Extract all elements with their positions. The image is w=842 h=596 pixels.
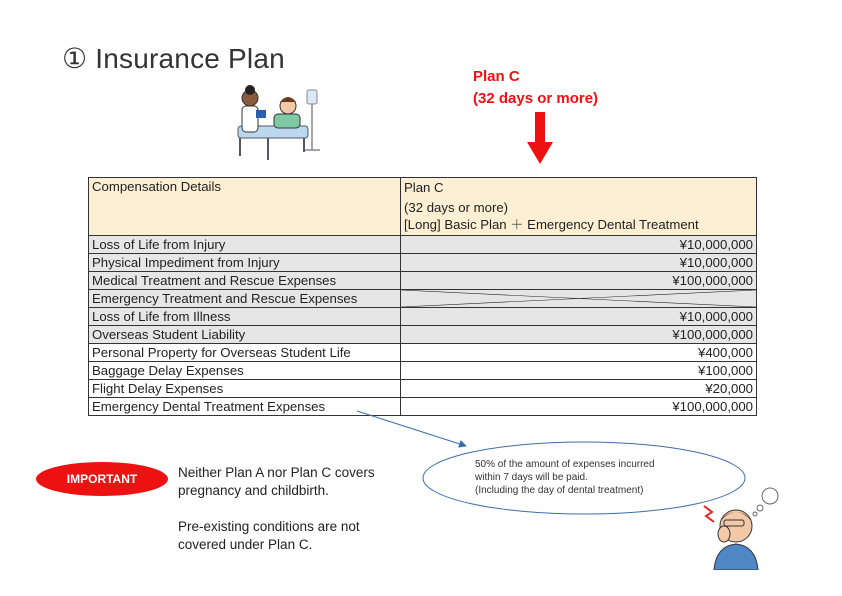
row-value: ¥10,000,000: [401, 308, 757, 326]
table-row: [89, 362, 757, 380]
header-plan-c-line1: Plan C: [404, 180, 444, 195]
table-row: [89, 308, 757, 326]
header-compensation-details: Compensation Details: [89, 178, 401, 236]
row-value: ¥100,000,000: [401, 398, 757, 416]
cross-out-mark: [401, 290, 756, 307]
pregnancy-note: [178, 464, 375, 500]
page-title: ① Insurance Plan: [62, 43, 285, 74]
row-label: Medical Treatment and Rescue Expenses: [89, 272, 401, 290]
row-value: ¥20,000: [401, 380, 757, 398]
plan-c-label-line2: (32 days or more): [473, 90, 599, 107]
plan-c-label-line1: Plan C: [473, 68, 520, 85]
preexisting-note: [178, 518, 360, 554]
callout-line3: (Including the day of dental treatment): [475, 485, 644, 496]
hospital-bed-illustration: [230, 84, 326, 164]
table-row: [89, 344, 757, 362]
callout-line2: within 7 days will be paid.: [475, 472, 588, 483]
row-value: ¥10,000,000: [401, 236, 757, 254]
row-label: Loss of Life from Illness: [89, 308, 401, 326]
row-label: Emergency Dental Treatment Expenses: [89, 398, 401, 416]
header-plan-c: [401, 178, 757, 236]
dental-callout-text: [475, 458, 655, 497]
table-row: [89, 398, 757, 416]
row-value-not-applicable: [401, 290, 757, 308]
callout-arrow-line: [357, 411, 466, 446]
table-row: [89, 236, 757, 254]
plan-c-label: [473, 66, 598, 110]
important-badge: IMPORTANT: [36, 462, 168, 496]
row-label: Loss of Life from Injury: [89, 236, 401, 254]
header-plan-c-line3: [Long] Basic Plan ＋ Emergency Dental Treatment: [404, 217, 699, 232]
preexisting-note-line2: covered under Plan C.: [178, 537, 313, 552]
row-value: ¥100,000,000: [401, 272, 757, 290]
row-value: ¥400,000: [401, 344, 757, 362]
row-label: Personal Property for Overseas Student Life: [89, 344, 401, 362]
table-row: [89, 380, 757, 398]
row-label: Physical Impediment from Injury: [89, 254, 401, 272]
preexisting-note-line1: Pre-existing conditions are not: [178, 519, 360, 534]
table-row: [89, 290, 757, 308]
row-label: Emergency Treatment and Rescue Expenses: [89, 290, 401, 308]
table-header-row: [89, 178, 757, 236]
table-row: [89, 254, 757, 272]
row-value: ¥100,000: [401, 362, 757, 380]
row-label: Overseas Student Liability: [89, 326, 401, 344]
row-value: ¥100,000,000: [401, 326, 757, 344]
down-arrow-icon: [527, 112, 553, 164]
table-row: [89, 272, 757, 290]
row-label: Baggage Delay Expenses: [89, 362, 401, 380]
pregnancy-note-line2: pregnancy and childbirth.: [178, 483, 329, 498]
row-label: Flight Delay Expenses: [89, 380, 401, 398]
callout-line1: 50% of the amount of expenses incurred: [475, 459, 655, 470]
table-row: [89, 326, 757, 344]
row-value: ¥10,000,000: [401, 254, 757, 272]
toothache-person-illustration: [700, 486, 790, 570]
pregnancy-note-line1: Neither Plan A nor Plan C covers: [178, 465, 375, 480]
compensation-table: [88, 177, 757, 416]
header-plan-c-line2: (32 days or more): [404, 200, 509, 215]
